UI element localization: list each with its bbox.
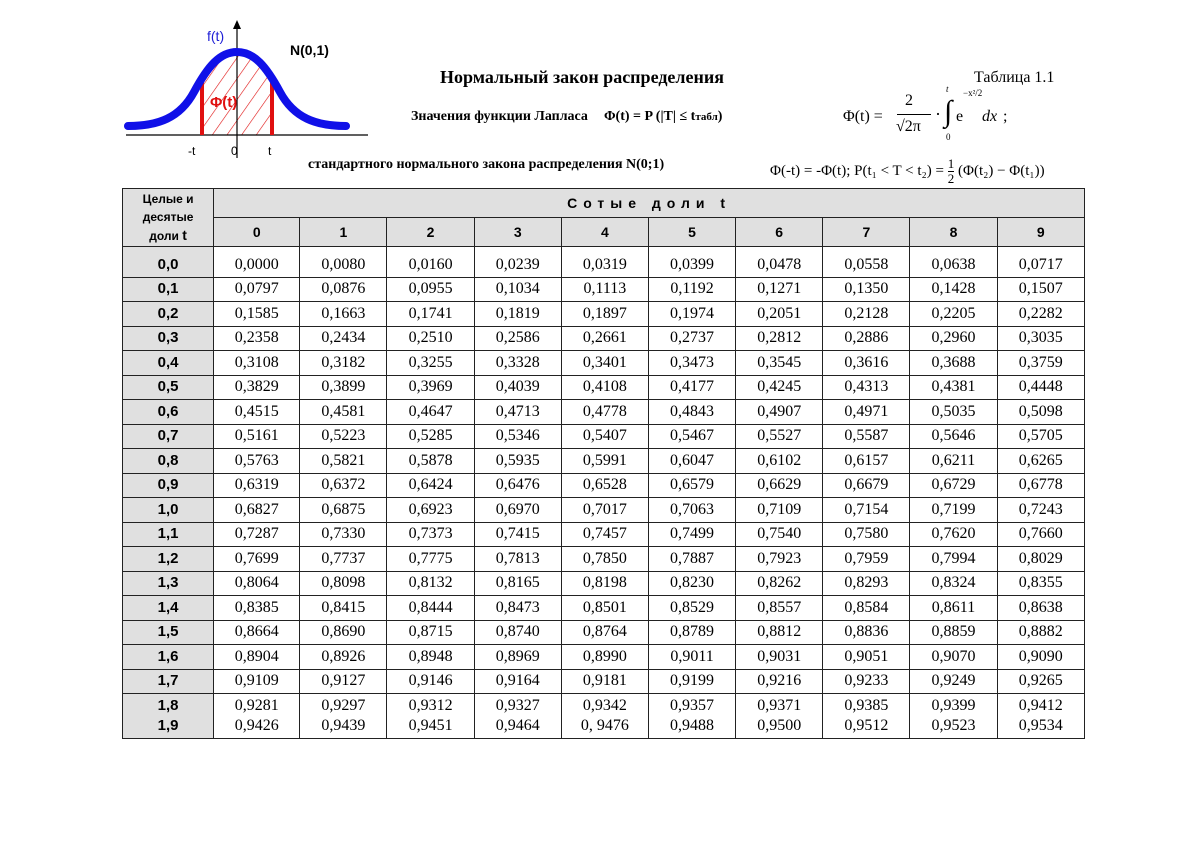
table-cell: 0,9439 bbox=[300, 718, 387, 739]
table-cell: 0,6424 bbox=[387, 473, 474, 498]
table-cell: 0,5705 bbox=[997, 424, 1084, 449]
table-cell: 0,8501 bbox=[561, 596, 648, 621]
table-cell: 0,1974 bbox=[648, 302, 735, 327]
table-cell: 0,4778 bbox=[561, 400, 648, 425]
table-cell: 0,9233 bbox=[823, 669, 910, 694]
half-den: 2 bbox=[947, 171, 955, 186]
table-cell: 0,0160 bbox=[387, 253, 474, 277]
table-cell: 0,7887 bbox=[648, 547, 735, 572]
table-cell: 0,4381 bbox=[910, 375, 997, 400]
table-cell: 0,1741 bbox=[387, 302, 474, 327]
table-cell: 0,2886 bbox=[823, 326, 910, 351]
table-cell: 0,9090 bbox=[997, 645, 1084, 670]
table-cell: 0,2128 bbox=[823, 302, 910, 327]
table-cell: 0,4313 bbox=[823, 375, 910, 400]
tick-neg-t: -t bbox=[188, 144, 196, 158]
table-cell: 0,9297 bbox=[300, 694, 387, 718]
area-label: Φ(t) bbox=[210, 94, 238, 111]
table-cell: 0,8198 bbox=[561, 571, 648, 596]
column-header-5: 5 bbox=[648, 218, 735, 247]
table-cell: 0,9070 bbox=[910, 645, 997, 670]
table-cell: 0,0080 bbox=[300, 253, 387, 277]
table-cell: 0,8904 bbox=[214, 645, 300, 670]
formula-lhs: Φ(t) = bbox=[843, 108, 883, 125]
corner-line-2: десятые bbox=[142, 210, 194, 224]
table-cell: 0,6579 bbox=[648, 473, 735, 498]
table-cell: 0,8715 bbox=[387, 620, 474, 645]
table-cell: 0,7660 bbox=[997, 522, 1084, 547]
row-header: 1,0 bbox=[123, 498, 214, 523]
table-cell: 0,7813 bbox=[474, 547, 561, 572]
row-header: 0,9 bbox=[123, 473, 214, 498]
table-cell: 0,8444 bbox=[387, 596, 474, 621]
table-row bbox=[123, 473, 1085, 498]
table-cell: 0,5407 bbox=[561, 424, 648, 449]
table-cell: 0,4108 bbox=[561, 375, 648, 400]
laplace-table bbox=[122, 188, 1085, 739]
table-cell: 0,8557 bbox=[736, 596, 823, 621]
normal-curve-svg bbox=[118, 18, 378, 163]
column-header-0: 0 bbox=[214, 218, 300, 247]
table-cell: 0,9146 bbox=[387, 669, 474, 694]
formula-end: ; bbox=[1003, 108, 1008, 125]
table-cell: 0,1819 bbox=[474, 302, 561, 327]
table-cell: 0,8132 bbox=[387, 571, 474, 596]
table-cell: 0,3969 bbox=[387, 375, 474, 400]
table-cell: 0,7017 bbox=[561, 498, 648, 523]
subtitle-laplace-end: ) bbox=[717, 109, 723, 124]
subtitle-laplace-text: Значения функции Лапласа bbox=[411, 109, 588, 124]
half-fraction bbox=[948, 157, 955, 186]
table-row bbox=[123, 400, 1085, 425]
table-cell: 0,7540 bbox=[736, 522, 823, 547]
corner-header bbox=[123, 189, 214, 247]
corner-line-1: Целые и bbox=[142, 192, 194, 206]
symmetry-tail: (Φ(t₂) − Φ(t₁)) bbox=[958, 162, 1045, 179]
table-cell: 0,8098 bbox=[300, 571, 387, 596]
table-row bbox=[123, 449, 1085, 474]
table-cell: 0,4245 bbox=[736, 375, 823, 400]
table-row bbox=[123, 620, 1085, 645]
table-cell: 0,3899 bbox=[300, 375, 387, 400]
subtitle-standard-normal: стандартного нормального закона распределения N(0;1) bbox=[308, 157, 665, 172]
table-row bbox=[123, 718, 1085, 739]
table-cell: 0,1585 bbox=[214, 302, 300, 327]
table-cell: 0,9534 bbox=[997, 718, 1084, 739]
table-cell: 0,4843 bbox=[648, 400, 735, 425]
table-cell: 0,1507 bbox=[997, 277, 1084, 302]
formula-lower-limit: 0 bbox=[946, 132, 951, 142]
table-cell: 0,2205 bbox=[910, 302, 997, 327]
table-cell: 0,6629 bbox=[736, 473, 823, 498]
column-header-6: 6 bbox=[736, 218, 823, 247]
table-cell: 0,8664 bbox=[214, 620, 300, 645]
formula-numerator: 2 bbox=[905, 92, 913, 109]
table-cell: 0,9464 bbox=[474, 718, 561, 739]
table-cell: 0,6157 bbox=[823, 449, 910, 474]
table-row bbox=[123, 596, 1085, 621]
table-cell: 0,9011 bbox=[648, 645, 735, 670]
row-header: 1,3 bbox=[123, 571, 214, 596]
table-cell: 0,8882 bbox=[997, 620, 1084, 645]
table-cell: 0,0319 bbox=[561, 253, 648, 277]
table-cell: 0,8638 bbox=[997, 596, 1084, 621]
symmetry-formula bbox=[770, 157, 1045, 186]
table-cell: 0,8262 bbox=[736, 571, 823, 596]
row-header: 0,8 bbox=[123, 449, 214, 474]
table-cell: 0,7620 bbox=[910, 522, 997, 547]
table-row bbox=[123, 522, 1085, 547]
formula-exp-base: e bbox=[956, 108, 964, 125]
table-cell: 0,3688 bbox=[910, 351, 997, 376]
column-header-7: 7 bbox=[823, 218, 910, 247]
table-cell: 0,2737 bbox=[648, 326, 735, 351]
row-header: 0,1 bbox=[123, 277, 214, 302]
table-cell: 0,2812 bbox=[736, 326, 823, 351]
table-cell: 0,9512 bbox=[823, 718, 910, 739]
table-cell: 0,0717 bbox=[997, 253, 1084, 277]
row-header: 1,2 bbox=[123, 547, 214, 572]
y-axis-arrow bbox=[233, 20, 241, 29]
table-cell: 0,9342 bbox=[561, 694, 648, 718]
table-cell: 0,0876 bbox=[300, 277, 387, 302]
formula-denominator: √2π bbox=[896, 118, 921, 135]
table-cell: 0,8064 bbox=[214, 571, 300, 596]
table-cell: 0,9051 bbox=[823, 645, 910, 670]
table-cell: 0,6778 bbox=[997, 473, 1084, 498]
table-cell: 0,6729 bbox=[910, 473, 997, 498]
table-cell: 0,0000 bbox=[214, 253, 300, 277]
table-cell: 0,8990 bbox=[561, 645, 648, 670]
row-header: 0,5 bbox=[123, 375, 214, 400]
table-cell: 0,2661 bbox=[561, 326, 648, 351]
column-header-4: 4 bbox=[561, 218, 648, 247]
table-cell: 0,7415 bbox=[474, 522, 561, 547]
table-cell: 0,3759 bbox=[997, 351, 1084, 376]
y-axis-label: f(t) bbox=[207, 28, 225, 44]
table-cell: 0,7373 bbox=[387, 522, 474, 547]
half-num: 1 bbox=[947, 156, 955, 171]
table-cell: 0,4581 bbox=[300, 400, 387, 425]
table-cell: 0,1350 bbox=[823, 277, 910, 302]
table-row bbox=[123, 302, 1085, 327]
table-cell: 0,4448 bbox=[997, 375, 1084, 400]
table-cell: 0,9357 bbox=[648, 694, 735, 718]
column-header-8: 8 bbox=[910, 218, 997, 247]
formula-dx: dx bbox=[982, 108, 998, 125]
table-cell: 0,9426 bbox=[214, 718, 300, 739]
table-cell: 0,5646 bbox=[910, 424, 997, 449]
laplace-formula bbox=[843, 84, 1023, 145]
table-cell: 0,8165 bbox=[474, 571, 561, 596]
table-cell: 0,9181 bbox=[561, 669, 648, 694]
table-row bbox=[123, 277, 1085, 302]
table-cell: 0,2358 bbox=[214, 326, 300, 351]
table-cell: 0,7287 bbox=[214, 522, 300, 547]
table-cell: 0,8473 bbox=[474, 596, 561, 621]
table-cell: 0,5763 bbox=[214, 449, 300, 474]
table-cell: 0,1428 bbox=[910, 277, 997, 302]
table-cell: 0,8415 bbox=[300, 596, 387, 621]
table-cell: 0,6102 bbox=[736, 449, 823, 474]
table-cell: 0,6827 bbox=[214, 498, 300, 523]
table-cell: 0,2051 bbox=[736, 302, 823, 327]
table-cell: 0,0797 bbox=[214, 277, 300, 302]
table-cell: 0,3328 bbox=[474, 351, 561, 376]
table-cell: 0,1271 bbox=[736, 277, 823, 302]
table-cell: 0,8324 bbox=[910, 571, 997, 596]
table-cell: 0,7330 bbox=[300, 522, 387, 547]
hundredths-header: Сотые доли t bbox=[214, 189, 1085, 218]
table-row bbox=[123, 571, 1085, 596]
distribution-label: N(0,1) bbox=[290, 42, 329, 58]
table-cell: 0,9385 bbox=[823, 694, 910, 718]
table-row bbox=[123, 351, 1085, 376]
column-header-3: 3 bbox=[474, 218, 561, 247]
table-cell: 0,9127 bbox=[300, 669, 387, 694]
table-cell: 0,9249 bbox=[910, 669, 997, 694]
corner-line-3-text: доли bbox=[149, 229, 179, 243]
row-header: 1,6 bbox=[123, 645, 214, 670]
table-cell: 0,6923 bbox=[387, 498, 474, 523]
table-cell: 0,9281 bbox=[214, 694, 300, 718]
table-cell: 0,8355 bbox=[997, 571, 1084, 596]
table-cell: 0,5161 bbox=[214, 424, 300, 449]
table-cell: 0,7243 bbox=[997, 498, 1084, 523]
table-cell: 0,5935 bbox=[474, 449, 561, 474]
table-cell: 0,9412 bbox=[997, 694, 1084, 718]
table-cell: 0,7580 bbox=[823, 522, 910, 547]
table-cell: 0,9399 bbox=[910, 694, 997, 718]
table-cell: 0,1897 bbox=[561, 302, 648, 327]
table-cell: 0,1034 bbox=[474, 277, 561, 302]
formula-fraction-line bbox=[897, 114, 931, 115]
table-cell: 0,0638 bbox=[910, 253, 997, 277]
table-cell: 0,9265 bbox=[997, 669, 1084, 694]
table-cell: 0,0955 bbox=[387, 277, 474, 302]
table-cell: 0,7199 bbox=[910, 498, 997, 523]
table-cell: 0,4515 bbox=[214, 400, 300, 425]
corner-line-3 bbox=[123, 226, 213, 245]
table-cell: 0,8812 bbox=[736, 620, 823, 645]
table-cell: 0,3108 bbox=[214, 351, 300, 376]
row-header: 0,6 bbox=[123, 400, 214, 425]
table-cell: 0,7109 bbox=[736, 498, 823, 523]
row-header: 0,4 bbox=[123, 351, 214, 376]
table-cell: 0,2960 bbox=[910, 326, 997, 351]
table-cell: 0,6372 bbox=[300, 473, 387, 498]
table-cell: 0,9371 bbox=[736, 694, 823, 718]
table-cell: 0,7154 bbox=[823, 498, 910, 523]
table-row bbox=[123, 375, 1085, 400]
table-cell: 0,2282 bbox=[997, 302, 1084, 327]
row-header: 1,9 bbox=[123, 718, 214, 739]
table-row bbox=[123, 645, 1085, 670]
table-cell: 0,7737 bbox=[300, 547, 387, 572]
table-cell: 0,9327 bbox=[474, 694, 561, 718]
table-cell: 0,6319 bbox=[214, 473, 300, 498]
symmetry-text: Φ(-t) = -Φ(t); P(t₁ < T < t₂) = bbox=[770, 162, 944, 179]
table-cell: 0,9199 bbox=[648, 669, 735, 694]
table-cell: 0,8859 bbox=[910, 620, 997, 645]
row-header: 1,4 bbox=[123, 596, 214, 621]
table-cell: 0,7699 bbox=[214, 547, 300, 572]
row-header: 0,7 bbox=[123, 424, 214, 449]
table-cell: 0,3829 bbox=[214, 375, 300, 400]
table-cell: 0,5527 bbox=[736, 424, 823, 449]
page-title: Нормальный закон распределения bbox=[440, 67, 724, 87]
row-header: 1,7 bbox=[123, 669, 214, 694]
table-cell: 0,3473 bbox=[648, 351, 735, 376]
table-cell: 0,4039 bbox=[474, 375, 561, 400]
table-cell: 0,6265 bbox=[997, 449, 1084, 474]
column-header-9: 9 bbox=[997, 218, 1084, 247]
corner-t: t bbox=[182, 227, 187, 243]
table-cell: 0,6679 bbox=[823, 473, 910, 498]
table-cell: 0,8948 bbox=[387, 645, 474, 670]
row-header: 1,8 bbox=[123, 694, 214, 718]
table-row bbox=[123, 547, 1085, 572]
table-cell: 0,5285 bbox=[387, 424, 474, 449]
table-cell: 0,7775 bbox=[387, 547, 474, 572]
table-cell: 0,4647 bbox=[387, 400, 474, 425]
table-cell: 0,9500 bbox=[736, 718, 823, 739]
table-cell: 0,8029 bbox=[997, 547, 1084, 572]
table-cell: 0,8584 bbox=[823, 596, 910, 621]
table-cell: 0,8293 bbox=[823, 571, 910, 596]
table-row bbox=[123, 669, 1085, 694]
table-cell: 0,2586 bbox=[474, 326, 561, 351]
table-cell: 0,3401 bbox=[561, 351, 648, 376]
table-cell: 0,5467 bbox=[648, 424, 735, 449]
formula-dot: · bbox=[935, 104, 941, 124]
table-cell: 0,6047 bbox=[648, 449, 735, 474]
table-cell: 0,5878 bbox=[387, 449, 474, 474]
table-cell: 0,7063 bbox=[648, 498, 735, 523]
table-cell: 0,8926 bbox=[300, 645, 387, 670]
tick-pos-t: t bbox=[268, 144, 272, 158]
table-cell: 0,7994 bbox=[910, 547, 997, 572]
table-cell: 0,5821 bbox=[300, 449, 387, 474]
table-cell: 0,2434 bbox=[300, 326, 387, 351]
formula-integral: ∫ bbox=[944, 95, 953, 128]
table-cell: 0,9109 bbox=[214, 669, 300, 694]
column-header-2: 2 bbox=[387, 218, 474, 247]
table-cell: 0,8740 bbox=[474, 620, 561, 645]
formula-upper-limit: t bbox=[946, 84, 949, 94]
table-cell: 0,9312 bbox=[387, 694, 474, 718]
table-cell: 0,8611 bbox=[910, 596, 997, 621]
table-cell: 0,7923 bbox=[736, 547, 823, 572]
table-cell: 0,7959 bbox=[823, 547, 910, 572]
table-cell: 0,5098 bbox=[997, 400, 1084, 425]
table-cell: 0,8836 bbox=[823, 620, 910, 645]
table-row bbox=[123, 498, 1085, 523]
table-cell: 0,9216 bbox=[736, 669, 823, 694]
column-header-1: 1 bbox=[300, 218, 387, 247]
table-cell: 0,6970 bbox=[474, 498, 561, 523]
table-row bbox=[123, 326, 1085, 351]
row-header: 0,2 bbox=[123, 302, 214, 327]
subtitle-laplace bbox=[411, 109, 722, 125]
table-cell: 0,4907 bbox=[736, 400, 823, 425]
table-cell: 0,6875 bbox=[300, 498, 387, 523]
table-cell: 0,0399 bbox=[648, 253, 735, 277]
row-header: 0,0 bbox=[123, 253, 214, 277]
table-cell: 0,3255 bbox=[387, 351, 474, 376]
table-cell: 0,4177 bbox=[648, 375, 735, 400]
table-cell: 0,7850 bbox=[561, 547, 648, 572]
table-cell: 0,8764 bbox=[561, 620, 648, 645]
subtitle-laplace-formula: Φ(t) = P (|T| ≤ t bbox=[603, 109, 696, 124]
row-header: 1,5 bbox=[123, 620, 214, 645]
tick-zero: 0 bbox=[231, 144, 238, 158]
table-cell: 0,3182 bbox=[300, 351, 387, 376]
row-header: 1,1 bbox=[123, 522, 214, 547]
table-cell: 0,0478 bbox=[736, 253, 823, 277]
table-cell: 0,9523 bbox=[910, 718, 997, 739]
table-cell: 0,2510 bbox=[387, 326, 474, 351]
table-cell: 0,9031 bbox=[736, 645, 823, 670]
table-cell: 0,7457 bbox=[561, 522, 648, 547]
table-cell: 0,3616 bbox=[823, 351, 910, 376]
table-cell: 0,5346 bbox=[474, 424, 561, 449]
table-cell: 0,8529 bbox=[648, 596, 735, 621]
table-cell: 0,8969 bbox=[474, 645, 561, 670]
table-cell: 0,9451 bbox=[387, 718, 474, 739]
table-cell: 0,6211 bbox=[910, 449, 997, 474]
table-number: Таблица 1.1 bbox=[974, 69, 1055, 86]
table-cell: 0, 9476 bbox=[561, 718, 648, 739]
table-cell: 0,6528 bbox=[561, 473, 648, 498]
table-cell: 0,5223 bbox=[300, 424, 387, 449]
table-row bbox=[123, 424, 1085, 449]
table-cell: 0,5991 bbox=[561, 449, 648, 474]
table-cell: 0,3545 bbox=[736, 351, 823, 376]
table-cell: 0,4971 bbox=[823, 400, 910, 425]
table-cell: 0,1113 bbox=[561, 277, 648, 302]
table-cell: 0,5035 bbox=[910, 400, 997, 425]
table-row bbox=[123, 694, 1085, 718]
table-cell: 0,6476 bbox=[474, 473, 561, 498]
table-cell: 0,0558 bbox=[823, 253, 910, 277]
table-cell: 0,5587 bbox=[823, 424, 910, 449]
table-cell: 0,7499 bbox=[648, 522, 735, 547]
normal-curve-figure bbox=[118, 18, 378, 163]
table-cell: 0,8690 bbox=[300, 620, 387, 645]
table-cell: 0,1192 bbox=[648, 277, 735, 302]
table-cell: 0,8385 bbox=[214, 596, 300, 621]
table-cell: 0,8789 bbox=[648, 620, 735, 645]
table-cell: 0,8230 bbox=[648, 571, 735, 596]
table-cell: 0,1663 bbox=[300, 302, 387, 327]
formula-exponent: −x²/2 bbox=[963, 88, 983, 98]
table-row bbox=[123, 253, 1085, 277]
row-header: 0,3 bbox=[123, 326, 214, 351]
table-cell: 0,9164 bbox=[474, 669, 561, 694]
table-cell: 0,4713 bbox=[474, 400, 561, 425]
table-cell: 0,3035 bbox=[997, 326, 1084, 351]
table-cell: 0,9488 bbox=[648, 718, 735, 739]
subtitle-laplace-sub: табл bbox=[695, 111, 718, 123]
table-cell: 0,0239 bbox=[474, 253, 561, 277]
